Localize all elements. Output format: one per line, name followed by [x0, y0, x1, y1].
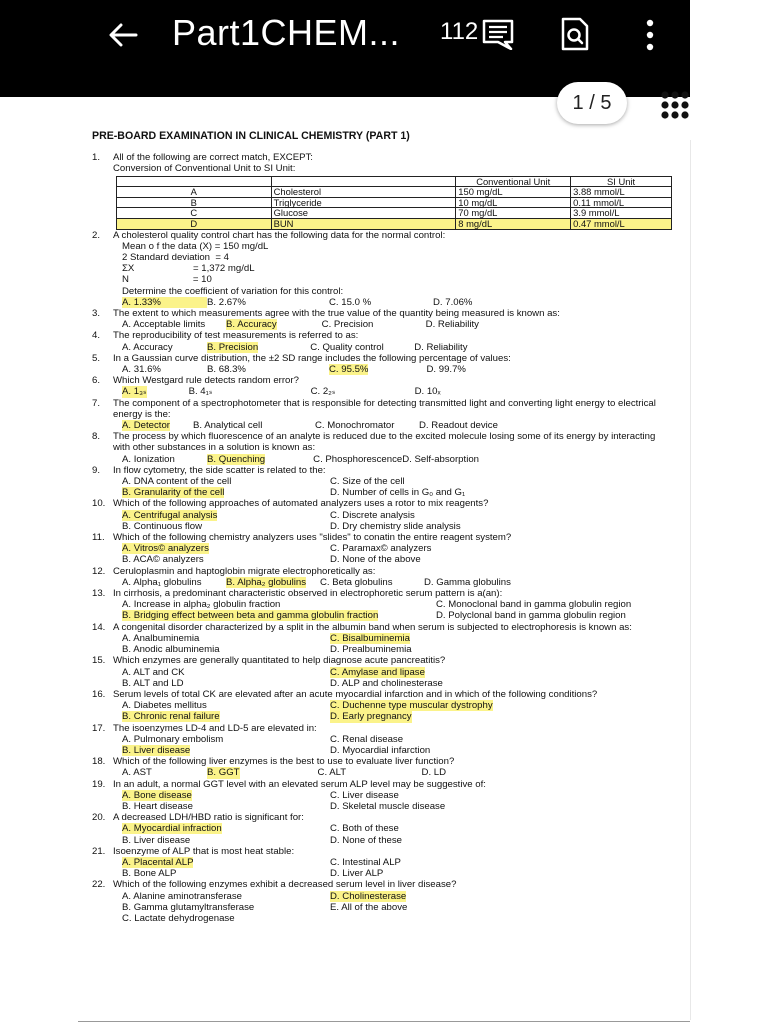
table-row — [117, 197, 672, 208]
options-row — [92, 342, 672, 353]
option-d: D. None of these — [330, 834, 402, 846]
option-c: C. Lactate dehydrogenase — [122, 912, 235, 924]
table-cell: C — [117, 208, 272, 219]
table-cell: 150 mg/dL — [456, 187, 571, 198]
question-text: Isoenzyme of ALP that is most heat stable: — [113, 845, 295, 857]
question-22 — [92, 879, 672, 890]
option-c: C. Renal disease — [330, 733, 404, 745]
option-c-highlighted: C. Bisalbuminemia — [330, 632, 410, 644]
option-a: A. AST — [122, 767, 152, 779]
question-number: 7. — [92, 397, 101, 409]
conversion-table — [116, 176, 672, 230]
option-a: A. ALT and CK — [122, 666, 185, 678]
table-cell: A — [117, 187, 272, 198]
question-text: Which of the following approaches of automated analyzers uses a rotor to mix reagents? — [113, 498, 489, 510]
option-a-highlighted: A. Myocardial infraction — [122, 823, 222, 835]
option-c: C. 15.0 % — [329, 296, 372, 308]
option-a: A. Pulmonary embolism — [122, 733, 224, 745]
question-number: 14. — [92, 621, 106, 633]
question-number: 20. — [92, 812, 106, 824]
question-3 — [92, 308, 672, 319]
table-row-highlighted — [117, 218, 672, 229]
option-a-highlighted: A. Detector — [122, 420, 170, 432]
option-c: C. 2₂ₛ — [310, 386, 336, 398]
option-d: D. ALP and cholinesterase — [330, 677, 443, 689]
options-row — [92, 364, 672, 375]
question-text: In a Gaussian curve distribution, the ±2 SD range includes the following percentage of values: — [113, 352, 511, 364]
options-row — [92, 510, 672, 521]
question-4 — [92, 330, 672, 341]
table-cell: Triglyceride — [271, 197, 456, 208]
options-row — [92, 554, 672, 565]
toolbar-edge — [690, 0, 768, 97]
question-text: The process by which fluorescence of an analyte is reduced due to the excited molecule losing some of its energy by interacting with other substances in a solution is known as: — [113, 431, 656, 454]
option-b: B. 4₁ₛ — [188, 386, 213, 398]
option-b-highlighted: B. Quenching — [207, 453, 266, 465]
table-header — [271, 176, 456, 187]
option-b: B. Continuous flow — [122, 520, 202, 532]
question-number: 22. — [92, 879, 106, 891]
options-row — [92, 790, 672, 801]
option-c: C. Size of the cell — [330, 476, 405, 488]
question-text: The reproducibility of test measurements is referred to as: — [113, 330, 359, 342]
table-header — [117, 176, 272, 187]
table-cell: 0.47 mmol/L — [571, 218, 672, 229]
option-b: B. Analytical cell — [193, 420, 263, 432]
question-number: 19. — [92, 778, 106, 790]
question-number: 4. — [92, 330, 101, 342]
question-number: 10. — [92, 498, 106, 510]
option-d: D. Dry chemistry slide analysis — [330, 520, 461, 532]
question-number: 2. — [92, 229, 101, 241]
options-row — [92, 454, 672, 465]
question-number: 12. — [92, 565, 106, 577]
option-d: D. Myocardial infarction — [330, 744, 431, 756]
question-text: Which of the following enzymes exhibit a decreased serum level in liver disease? — [113, 879, 457, 891]
option-a: A. Increase in alpha₂ globulin fraction — [122, 599, 281, 611]
question-14 — [92, 622, 672, 633]
question-15 — [92, 655, 672, 666]
more-vert-icon[interactable] — [640, 18, 660, 52]
comment-icon[interactable] — [481, 18, 515, 50]
question-number: 1. — [92, 152, 101, 164]
option-d: D. None of the above — [330, 554, 421, 566]
question-8 — [92, 431, 672, 453]
options-row — [92, 644, 672, 655]
question-16 — [92, 689, 672, 700]
question-18 — [92, 756, 672, 767]
question-2 — [92, 230, 672, 241]
option-b-highlighted: B. GGT — [207, 767, 240, 779]
option-a-highlighted: A. Centrifugal analysis — [122, 509, 218, 521]
options-row — [92, 599, 672, 610]
option-b: B. Anodic albuminemia — [122, 644, 220, 656]
question-text: The component of a spectrophotometer that is responsible for detecting transmitted light and converting light energy to electrical energy is the: — [113, 397, 656, 420]
option-d: D. Number of cells in G₀ and G₁ — [330, 487, 466, 499]
options-row — [92, 319, 672, 330]
option-c: C. Monoclonal band in gamma globulin region — [436, 599, 632, 611]
table-row — [117, 187, 672, 198]
question-number: 13. — [92, 588, 106, 600]
option-d: D. 10ₓ — [414, 386, 441, 398]
option-c: C. Paramax© analyzers — [330, 543, 432, 555]
options-row — [92, 767, 672, 778]
option-b: B. Liver disease — [122, 834, 191, 846]
option-c: C. Both of these — [330, 823, 399, 835]
option-c-highlighted: C. 95.5% — [329, 364, 369, 376]
option-c-highlighted: C. Duchenne type muscular dystrophy — [330, 700, 493, 712]
option-c-highlighted: C. Amylase and lipase — [330, 666, 425, 678]
option-b: B. ACA© analyzers — [122, 554, 204, 566]
option-c: C. ALT — [317, 767, 347, 779]
table-cell: B — [117, 197, 272, 208]
question-13 — [92, 588, 672, 599]
option-b: B. Gamma glutamyltransferase — [122, 901, 255, 913]
document-content — [92, 131, 672, 924]
options-row — [92, 577, 672, 588]
option-e: E. All of the above — [330, 901, 408, 913]
question-text: Serum levels of total CK are elevated after an acute myocardial infarction and in which of the following conditions? — [113, 688, 598, 700]
question-text: Which of the following chemistry analyzers uses "slides" to conatin the entire reagent system? — [113, 532, 512, 544]
options-row — [92, 902, 672, 913]
question-number: 5. — [92, 352, 101, 364]
options-row — [92, 745, 672, 756]
question-text: A decreased LDH/HBD ratio is significant for: — [113, 812, 304, 824]
option-a: A. Analbuminemia — [122, 632, 200, 644]
option-b-highlighted: B. Granularity of the cell — [122, 487, 225, 499]
options-row — [92, 420, 672, 431]
option-d: D. Readout device — [419, 420, 498, 432]
option-a: A. Ionization — [122, 453, 175, 465]
options-row — [92, 633, 672, 644]
question-subtext: Conversion of Conventional Unit to SI Unit: — [113, 163, 296, 175]
options-row — [92, 913, 672, 924]
option-c: C. Discrete analysis — [330, 509, 415, 521]
question-text: In an adult, a normal GGT level with an elevated serum ALP level may be suggestive of: — [113, 778, 486, 790]
data-line: 2 Standard deviation = 4 — [122, 251, 229, 263]
option-b-highlighted: B. Chronic renal failure — [122, 711, 220, 723]
options-row — [92, 667, 672, 678]
question-19 — [92, 779, 672, 790]
data-line: Determine the coefficient of variation for this control: — [122, 285, 344, 297]
question-number: 15. — [92, 655, 106, 667]
question-10 — [92, 498, 672, 509]
option-d: D. Prealbuminemia — [330, 644, 412, 656]
question-text: A congenital disorder characterized by a split in the albumin band when serum is subjected to electrophoresis is known as: — [113, 621, 632, 633]
options-row — [92, 386, 672, 397]
option-a: A. 31.6% — [122, 364, 161, 376]
options-row — [92, 610, 672, 621]
question-number: 17. — [92, 722, 106, 734]
options-row — [92, 521, 672, 532]
data-line: ΣX = 1,372 mg/dL — [122, 263, 255, 275]
options-row — [92, 835, 672, 846]
document-title: Part1CHEM... — [172, 12, 401, 53]
exam-title: PRE-BOARD EXAMINATION IN CLINICAL CHEMISTRY (PART 1) — [92, 130, 410, 142]
options-row — [92, 297, 672, 308]
option-a-highlighted: A. 1₃ₛ — [122, 386, 147, 398]
options-row — [92, 891, 672, 902]
option-c: C. Precision — [321, 319, 374, 331]
options-row — [92, 476, 672, 487]
table-cell: 3.88 mmol/L — [571, 187, 672, 198]
question-21 — [92, 846, 672, 857]
question-1 — [92, 152, 672, 163]
table-header: SI Unit — [571, 176, 672, 187]
table-cell: BUN — [271, 218, 456, 229]
table-header: Conventional Unit — [456, 176, 571, 187]
option-b-highlighted: B. Precision — [207, 341, 259, 353]
option-a: A. DNA content of the cell — [122, 476, 232, 488]
question-20 — [92, 812, 672, 823]
option-b-highlighted: B. Bridging effect between beta and gamma globulin fraction — [122, 610, 379, 622]
table-cell: 8 mg/dL — [456, 218, 571, 229]
question-text: In cirrhosis, a predominant characteristic observed in electrophoretic serum pattern is a(an): — [113, 588, 503, 600]
options-row — [92, 543, 672, 554]
page-edge — [690, 140, 691, 1020]
option-d: D. Polyclonal band in gamma globulin region — [436, 610, 626, 622]
data-line: Mean o f the data (X) = 150 mg/dL — [122, 240, 269, 252]
option-a-highlighted: A. 1.33% — [122, 297, 207, 308]
options-row — [92, 678, 672, 689]
question-number: 3. — [92, 308, 101, 319]
question-5 — [92, 353, 672, 364]
option-b: B. 2.67% — [207, 296, 246, 308]
question-text: Which of the following liver enzymes is the best to use to evaluate liver function? — [113, 756, 455, 768]
question-number: 16. — [92, 688, 106, 700]
question-text: Which enzymes are generally quantitated to help diagnose acute pancreatitis? — [113, 655, 446, 667]
option-b: B. Bone ALP — [122, 868, 177, 880]
data-line: N = 10 — [122, 274, 212, 286]
option-d: D. Self-absorption — [402, 453, 479, 465]
question-text: In flow cytometry, the side scatter is related to the: — [113, 464, 326, 476]
option-d: D. LD — [421, 767, 447, 779]
question-6 — [92, 375, 672, 386]
question-number: 11. — [92, 532, 105, 544]
option-d: D. Reliability — [414, 341, 468, 353]
option-b: B. ALT and LD — [122, 677, 184, 689]
option-a-highlighted: A. Placental ALP — [122, 856, 194, 868]
option-a: A. Accuracy — [122, 341, 173, 353]
options-row — [92, 868, 672, 879]
option-c: C. Phosphorescence — [313, 453, 403, 465]
option-b: B. Heart disease — [122, 800, 193, 812]
comment-count: 112 — [440, 18, 479, 45]
option-b-highlighted: B. Accuracy — [226, 319, 277, 331]
question-number: 21. — [92, 845, 106, 857]
table-cell: 0.11 mmol/L — [571, 197, 672, 208]
option-a: A. Acceptable limits — [122, 319, 206, 331]
question-text: A cholesterol quality control chart has the following data for the normal control: — [113, 229, 446, 241]
option-c: C. Quality control — [310, 341, 384, 353]
option-d: D. Skeletal muscle disease — [330, 800, 446, 812]
table-cell: 70 mg/dL — [456, 208, 571, 219]
options-row — [92, 700, 672, 711]
question-number: 18. — [92, 756, 106, 768]
option-a-highlighted: A. Bone disease — [122, 789, 192, 801]
options-row — [92, 801, 672, 812]
table-row — [117, 208, 672, 219]
page-bottom-edge — [78, 1021, 690, 1022]
page-indicator: 1 / 5 — [557, 82, 627, 124]
option-d: D. 99.7% — [426, 364, 466, 376]
question-number: 6. — [92, 375, 101, 387]
question-7 — [92, 398, 672, 420]
table-cell: 3.9 mmol/L — [571, 208, 672, 219]
option-a: A. Diabetes mellitus — [122, 700, 207, 712]
option-a: A. Alanine aminotransferase — [122, 890, 242, 902]
option-d: D. Reliability — [425, 319, 479, 331]
question-17 — [92, 723, 672, 734]
back-arrow-icon[interactable] — [106, 18, 140, 52]
option-b-highlighted: B. Alpha₂ globulins — [226, 576, 306, 588]
option-d-highlighted: D. Cholinesterase — [330, 890, 407, 902]
options-row — [92, 487, 672, 498]
option-b-highlighted: B. Liver disease — [122, 744, 191, 756]
option-a-highlighted: A. Vitros© analyzers — [122, 543, 209, 555]
option-d: D. 7.06% — [433, 296, 473, 308]
option-d-highlighted: D. Early pregnancy — [330, 711, 412, 723]
question-text: The isoenzymes LD-4 and LD-5 are elevated in: — [113, 722, 317, 734]
options-row — [92, 734, 672, 745]
option-c: C. Monochromator — [315, 420, 395, 432]
grid-view-icon[interactable] — [660, 90, 690, 120]
option-c: C. Liver disease — [330, 789, 399, 801]
question-number: 8. — [92, 431, 101, 443]
options-row — [92, 711, 672, 722]
table-cell: Cholesterol — [271, 187, 456, 198]
question-12 — [92, 566, 672, 577]
table-cell: D — [117, 218, 272, 229]
question-11 — [92, 532, 672, 543]
question-number: 9. — [92, 464, 101, 476]
option-c: C. Beta globulins — [320, 576, 393, 588]
search-in-document-icon[interactable] — [560, 16, 590, 52]
table-cell: Glucose — [271, 208, 456, 219]
option-d: D. Gamma globulins — [424, 576, 511, 588]
option-c: C. Intestinal ALP — [330, 856, 401, 868]
question-text: Ceruloplasmin and haptoglobin migrate electrophoretically as: — [113, 565, 376, 577]
question-text: Which Westgard rule detects random error? — [113, 375, 299, 387]
option-a: A. Alpha₁ globulins — [122, 576, 202, 588]
table-cell: 10 mg/dL — [456, 197, 571, 208]
question-text: All of the following are correct match, EXCEPT: — [113, 152, 313, 164]
options-row — [92, 857, 672, 868]
question-9 — [92, 465, 672, 476]
option-b: B. 68.3% — [207, 364, 246, 376]
table-header-row — [117, 176, 672, 187]
option-d: D. Liver ALP — [330, 868, 384, 880]
options-row — [92, 823, 672, 834]
question-text: The extent to which measurements agree with the true value of the quantity being measured is known as: — [113, 308, 560, 319]
